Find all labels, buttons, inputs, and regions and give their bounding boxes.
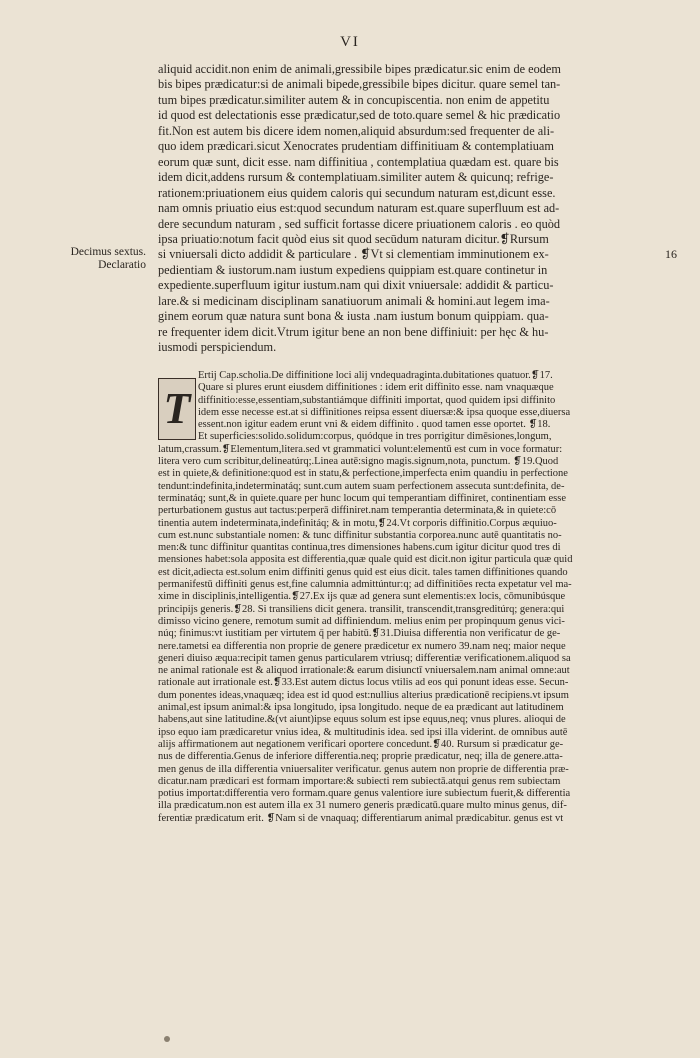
scholia-line: habens,aut sine latitudine.&(vt aiunt)ipse equus solum est ipse equus,neq; vnus plures. alioqui de — [158, 714, 566, 726]
scholia-line: animal,est ipsum animal:& ipsa longitudo, ipsa longitudo. neque de ea prædicant aut latitudinem — [158, 702, 564, 714]
scholia-line: tendunt:indefinita,indeterminatáq; sunt.cum autem suam perfectionem assecuta sunt:definita, de- — [158, 480, 565, 492]
scholia-line: litera vero cum scribitur,delineatúrq;.Linea autē:signo magis.signum,nota, punctum. ❡19.Quod — [158, 456, 559, 468]
text-line: idem dicit,addens rursum & contemplatiuam.similiter autem & quicunq; refrige- — [158, 170, 554, 185]
scholia-line: potius importat:differentia vero formam.quare genus valentiore iure subiectum fuerit,& differentia — [158, 788, 571, 800]
scholia-line: nere.tametsi ea differentia non proprie de genere prædicetur ex numero 39.nam neq; maior neque — [158, 640, 566, 652]
text-line: pedientiam & iustorum.nam iustum expediens quippiam est.quare continetur in — [158, 262, 548, 277]
text-line: ginem eorum quæ natura sunt bona & iusta .nam iustum bonum quippiam. qua- — [158, 309, 549, 324]
scholia-line: cum est.nunc substantiale nomen: & tunc diffinitur substantia corporea.nunc autē quantitatis no- — [158, 529, 562, 541]
scholia-line: permanifestū diffiniti genus est,fine calumnia admittúntur:q; ad diffinitiões recta expetatur vel ma- — [158, 579, 572, 591]
text-line: quo idem prædicari.sicut Xenocrates prudentiam diffinitiuam & contemplatiuam — [158, 139, 554, 154]
scholia-line: perturbationem gustus aut tactus:perperā diffiniret.nam temperantia determinata,& in quiete:cō — [158, 505, 557, 517]
text-line: lare.& si medicinam disciplinam sanatiuorum animali & homini.aut legem ima- — [158, 293, 550, 308]
scholia-line: principijs generis.❡28. Si transiliens dicit genera. transilit, transcendit,transgreditúrq; genera:qui — [158, 603, 565, 615]
scholia-line: alijs affirmationem aut negationem verificari oportere concedunt.❡40. Rursum si prædicatur ge- — [158, 738, 564, 750]
scholia-line: ne animal rationale est & aliquod irrationale:& earum disiunctī vniuersalem.nam animal omne:aut — [158, 665, 570, 677]
margin-note-line: Decimus sextus. — [70, 246, 146, 258]
text-line: id quod est delectationis esse prædicatur,sed de toto.quare semel & hic prædicatio — [158, 108, 561, 123]
scholia-line: dicatur.nam prædicari est formam importare:& subiecti rem subiectā.atqui genus rem subiectam — [158, 775, 561, 787]
margin-note-line: Declaratio — [98, 259, 146, 271]
folio-number: VI — [340, 34, 360, 50]
scholia-line: mensiones habet:sola apposita est differentia,quæ quale quid est dicit.non igitur particula quæ quid — [158, 554, 573, 566]
scholia-line: Et superficies:solido.solidum:corpus, quódque in tres porrigitur dimēsiones,longum, — [198, 431, 552, 443]
scholia-line: rationale aut irrationale est.❡33.Est autem dictus locus vtilis ad eos qui ponunt ideas esse. Secun- — [158, 677, 569, 689]
text-line: aliquid accidit.non enim de animali,gressibile bipes prædicatur.sic enim de eodem — [158, 62, 561, 76]
decorated-initial — [158, 378, 196, 440]
scholia-line: illa prædicatum.non est autem illa ex 31 numero generis prædicatū.quare multo minus genus, dif- — [158, 800, 567, 812]
scholia-block — [158, 370, 658, 825]
scholia-line: essent.non igitur eadem erunt vni & eidem diffinito . quod tamen esse oportet. ❡18. — [198, 419, 551, 431]
margin-number: 16 — [665, 247, 677, 261]
text-line: nam omnis priuatio eius est:quod secundum naturam est.quare superfluum est ad- — [158, 201, 560, 216]
scholia-line: idem esse necesse est.at si diffinitiones reipsa essent diuersæ:& ipsa quoque esse,diuersa — [198, 406, 571, 418]
scholia-line: terminatáq; sunt,& in quiete.quare per hunc locum qui temperantiam diffiniret, continentiam esse — [158, 492, 567, 504]
scholia-line: tinentia autem indeterminata,indefinitáq; & in motu,❡24.Vt corporis diffinitio.Corpus æquiuo- — [158, 517, 557, 529]
text-line: iusmodi perspiciendum. — [158, 340, 277, 355]
scholia-line: men:& tunc diffinitur quantitas continua,tres dimensiones habens.cum igitur dicitur quod tres di — [158, 542, 561, 554]
scholia-line: est dicit,adiecta est.solum enim diffiniti genus quid est eius dicit. tales tamen diffinitiones quando — [158, 566, 568, 578]
scholia-line: ipso equo iam prædicaretur vnius idea, & multitudinis idea. sed ipsi illa viderint. de omnibus autē — [158, 726, 568, 738]
text-line: eorum quæ sunt, dicit esse. nam diffinitiua , contemplatiua quædam est. quare bis — [158, 154, 559, 169]
margin-note — [38, 246, 146, 272]
scholia-line: nus de differentia.Genus de inferiore differentia.neq; proprie prædicatur, neq; illa de genere.atta- — [158, 751, 563, 763]
text-line: rationem:priuationem eius quidem caloris qui secundum naturam est,dicunt esse. — [158, 185, 556, 200]
scholia-line: diffinitio:esse,essentiam,substantiámque diffiniti importat, quod quidem ipsi diffinito — [198, 394, 556, 406]
text-line: fit.Non est autem bis dicere idem nomen,aliquid absurdum:sed frequenter de ali- — [158, 123, 555, 138]
scholia-line: Ertij Cap.scholia.De diffinitione loci alij vndequadraginta.dubitationes quatuor.❡17. — [198, 370, 553, 381]
text-line: expediente.superfluum igitur iustum.nam qui dixit vniuersale: addidit & particu- — [158, 278, 554, 293]
page-mark — [164, 1036, 170, 1042]
scholia-line: latum,crassum.❡Elementum,litera.sed vt grammatici volunt:elementū est cum in voce formatur: — [158, 443, 563, 455]
text-line: si vniuersali dicto addidit & particulare . ❡Vt si clementiam imminutionem ex- — [158, 247, 549, 262]
text-line: bis bipes prædicatur:si de animali bipede,gressibile bipes dicitur. quare semel tan- — [158, 77, 561, 92]
text-line: re frequenter idem dicit.Vtrum igitur bene an non bene diffiniuit: per hęc & hu- — [158, 324, 549, 339]
scholia-line: ferentiæ prædicatum erit. ❡Nam si de vnaquaq; differentiarum animal prædicabitur. genus est vt — [158, 812, 564, 824]
text-line: tum bipes prædicatur.similiter autem & in concupiscentia. non enim de appetitu — [158, 92, 550, 107]
main-text-block — [158, 62, 658, 356]
scholia-line: men genus de illa differentia vniuersaliter verificatur. genus autem non proprie de differentia præ- — [158, 763, 569, 775]
scholia-line: núq; finimus:vt iustitiam per virtutem q̄ per habitū.❡31.Diuisa differentia non verificatur de ge- — [158, 628, 561, 640]
scholia-line: Quare si plures erunt eiusdem diffinitiones : idem erit diffinito esse. nam vnaquæque — [198, 382, 554, 394]
scholia-line: est in quiete,& definitione:quod est in statu,& perfectione,imperfecta enim quandiu in perfectione — [158, 468, 568, 480]
scholia-line: dum ponentes ideas,vnaquæq; idea est id quod est:nullius alterius prædicationē recipiens.vt ipsum — [158, 689, 569, 701]
text-line: ipsa priuatio:notum facit quòd eius sit quod secūdum naturam dicitur.❡Rursum — [158, 231, 549, 246]
text-line: dere secundum naturam , sed sufficit fortasse dicere priuationem caloris . eo quòd — [158, 216, 561, 231]
scholia-line: xime in disciplinis,intelligentia.❡27.Ex ijs quæ ad genera sunt elementis:ex locis, cōmunibúsque — [158, 591, 566, 603]
scholia-line: dimisso vicino genere, remotum sumit ad diffiniendum. melius enim per propinquum genus vici- — [158, 615, 565, 627]
scholia-line: generi diuiso æqua:recipit tamen genus particularem vtriusq; differentiæ verificationem.aliquod sa — [158, 652, 571, 664]
initial-letter: T — [163, 383, 191, 433]
